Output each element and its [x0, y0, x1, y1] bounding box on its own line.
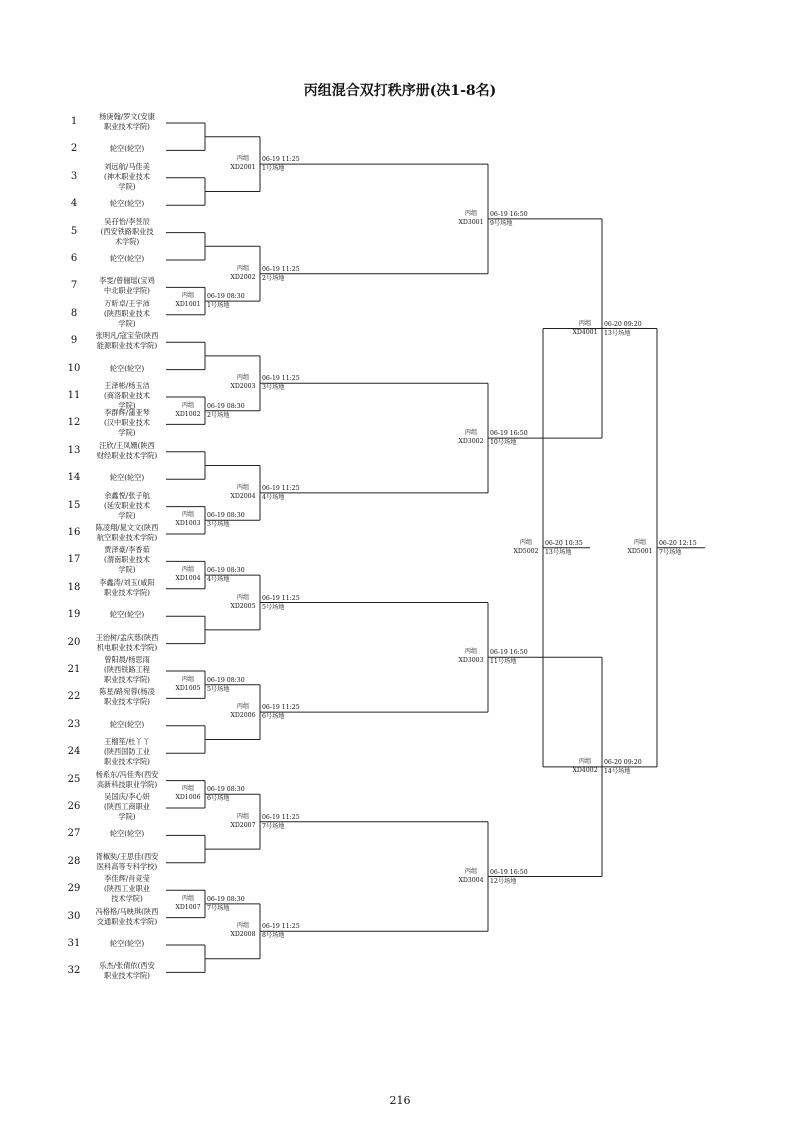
match-label: 丙组 XD1005 [175, 675, 201, 692]
match-info: 06-19 08:30 6号场地 [207, 786, 245, 803]
seed-number: 7 [70, 280, 78, 292]
match-label: 丙组 XD2008 [230, 922, 256, 939]
page-number: 216 [389, 1094, 411, 1107]
match-label: 丙组 XD5001 [627, 538, 653, 555]
match-info: 06-19 08:30 4号场地 [207, 567, 245, 584]
entry-name: 轮空(轮空) [109, 610, 145, 620]
entry-name: 李群辉/蒲亚琴 (汉中职业技术 学院) [104, 408, 150, 438]
entry-name: 杨系东/冯佳秀(西安 高新科技职业学院) [95, 769, 159, 789]
seed-number: 4 [70, 198, 78, 210]
seed-number: 14 [67, 472, 81, 484]
match-label: 丙组 XD1007 [175, 894, 201, 911]
seed-number: 12 [67, 417, 81, 429]
seed-number: 30 [67, 910, 81, 922]
seed-number: 27 [67, 828, 81, 840]
match-label: 丙组 XD1002 [175, 401, 201, 418]
match-info: 06-20 12:15 7号场地 [659, 539, 697, 556]
entry-name: 陈星/路宛蓉(杨凌 职业技术学院) [99, 687, 155, 707]
match-info: 06-19 16:50 9号场地 [490, 210, 528, 227]
entry-name: 李雯/曾俪瑶(宝鸡 中北职业学院) [99, 276, 155, 296]
match-label: 丙组 XD3003 [458, 648, 484, 665]
entry-name: 轮空(轮空) [109, 719, 145, 729]
seed-number: 6 [70, 253, 78, 264]
seed-number: 5 [70, 225, 78, 237]
entry-name: 轮空(轮空) [109, 829, 145, 839]
seed-number: 26 [67, 801, 81, 812]
entry-name: 陈凌翔/晁文文(陕西 航空职业技术学院) [95, 523, 159, 542]
seed-number: 17 [67, 554, 81, 566]
match-label: 丙组 XD2007 [230, 812, 256, 829]
entry-name: 余鑫悦/张子航 (延安职业技术 学院) [104, 490, 150, 520]
match-info: 06-19 16:50 11号场地 [490, 649, 528, 666]
match-label: 丙组 XD3001 [458, 209, 484, 226]
entry-name: 冯格格/马映琪(陕西 交通职业技术学院) [95, 906, 159, 926]
match-info: 06-19 11:25 4号场地 [262, 484, 300, 501]
seed-number: 19 [67, 609, 81, 621]
seed-number: 32 [67, 965, 81, 977]
match-label: 丙组 XD2001 [230, 155, 256, 172]
match-label: 丙组 XD5002 [513, 538, 539, 555]
match-info: 06-19 08:30 2号场地 [207, 402, 245, 419]
match-info: 06-19 08:30 5号场地 [207, 676, 245, 693]
entry-name: 李佳辉/肖竞莹 (陕西工业职业 技术学院) [104, 874, 150, 904]
entry-name: 轮空(轮空) [109, 254, 145, 263]
seed-number: 9 [70, 335, 78, 347]
match-info: 06-19 11:25 2号场地 [262, 265, 300, 282]
entry-name: 吴孖怡/李昱辰 (西安铁路职业技 术学院) [100, 216, 154, 246]
seed-number: 10 [67, 362, 81, 374]
entry-name: 王榴笙/杜丫丫 (陕西国防工业 职业技术学院) [104, 737, 150, 767]
match-info: 06-19 11:25 5号场地 [262, 594, 300, 611]
match-info: 06-19 11:25 3号场地 [262, 375, 300, 392]
match-info: 06-19 11:25 1号场地 [262, 156, 300, 173]
match-label: 丙组 XD1006 [175, 785, 201, 802]
entry-name: 汪欣/王凤姗(陕西 财经职业技术学院) [96, 440, 158, 460]
seed-number: 20 [67, 636, 81, 648]
match-info: 06-19 11:25 7号场地 [262, 813, 300, 830]
seed-number: 16 [67, 527, 81, 538]
seed-number: 29 [67, 883, 81, 895]
seed-number: 3 [70, 170, 78, 182]
match-label: 丙组 XD2006 [230, 703, 256, 720]
seed-number: 13 [67, 444, 81, 456]
seed-number: 2 [70, 143, 78, 155]
match-info: 06-19 11:25 6号场地 [262, 704, 300, 721]
match-label: 丙组 XD3002 [458, 429, 484, 446]
entry-name: 曾阳晨/杨思雨 (陕西铁路工程 职业技术学院) [104, 655, 150, 684]
entry-name: 杨庚翰/罗文(安康 职业技术学院) [99, 112, 155, 131]
seed-number: 31 [67, 938, 81, 949]
seed-number: 18 [67, 581, 81, 593]
match-info: 06-20 10:35 13号场地 [545, 539, 583, 556]
match-label: 丙组 XD1003 [175, 511, 201, 528]
entry-name: 贾泽豪/李香茹 (渭南职业技术 学院) [104, 545, 150, 575]
entry-name: 李鑫涛/刘玉(咸阳 职业技术学院) [99, 577, 155, 597]
match-label: 丙组 XD3004 [458, 867, 484, 884]
match-label: 丙组 XD2005 [230, 593, 256, 610]
seed-number: 22 [67, 691, 81, 703]
match-info: 06-19 08:30 7号场地 [207, 895, 245, 912]
match-label: 丙组 XD2003 [230, 374, 256, 391]
match-label: 丙组 XD1001 [175, 292, 201, 309]
match-label: 丙组 XD4002 [572, 757, 598, 774]
entry-name: 吴国庆/李心妍 (陕西工商职业 学院) [104, 792, 150, 821]
match-info: 06-19 16:50 10号场地 [490, 430, 528, 447]
seed-number: 23 [67, 718, 81, 730]
entry-name: 胥椒奘/王思佳(西安 医科高等专科学校) [95, 851, 159, 871]
match-info: 06-19 16:50 12号场地 [490, 868, 528, 885]
seed-number: 24 [67, 746, 81, 758]
entry-name: 轮空(轮空) [109, 363, 145, 373]
match-label: 丙组 XD4001 [572, 319, 598, 336]
entry-name: 轮空(轮空) [109, 939, 145, 948]
entry-name: 轮空(轮空) [109, 473, 145, 483]
entry-name: 刘远航/马佳美 (神木职业技术 学院) [104, 161, 150, 191]
entry-name: 轮空(轮空) [109, 144, 145, 154]
seed-number: 21 [67, 664, 81, 675]
seed-number: 15 [67, 499, 81, 511]
match-label: 丙组 XD1004 [175, 566, 201, 583]
entry-name: 张明凡/寇宝莹(陕西 能源职业技术学院) [95, 331, 159, 351]
match-info: 06-19 08:30 1号场地 [207, 293, 245, 310]
seed-number: 28 [67, 855, 81, 867]
entry-name: 王治树/孟庆慈(陕西 机电职业技术学院) [95, 632, 159, 652]
match-label: 丙组 XD2002 [230, 264, 256, 281]
entry-name: 王泽彬/杨玉洁 (商洛职业技术 学院) [104, 381, 150, 410]
match-info: 06-20 09:20 13号场地 [604, 320, 642, 337]
match-info: 06-20 09:20 14号场地 [604, 758, 642, 775]
seed-number: 11 [67, 390, 81, 401]
entry-name: 万昕卓/王宇沛 (陕西职业技术 学院) [104, 298, 150, 328]
seed-number: 25 [67, 773, 81, 785]
page-title: 丙组混合双打秩序册(决1-8名) [303, 83, 497, 99]
entry-name: 乐杰/张倩依(西安 职业技术学院) [99, 961, 155, 981]
seed-number: 1 [70, 116, 78, 127]
match-label: 丙组 XD2004 [230, 483, 256, 500]
match-info: 06-19 11:25 8号场地 [262, 923, 300, 940]
match-info: 06-19 08:30 3号场地 [207, 512, 245, 529]
entry-name: 轮空(轮空) [109, 199, 145, 209]
seed-number: 8 [70, 307, 78, 319]
